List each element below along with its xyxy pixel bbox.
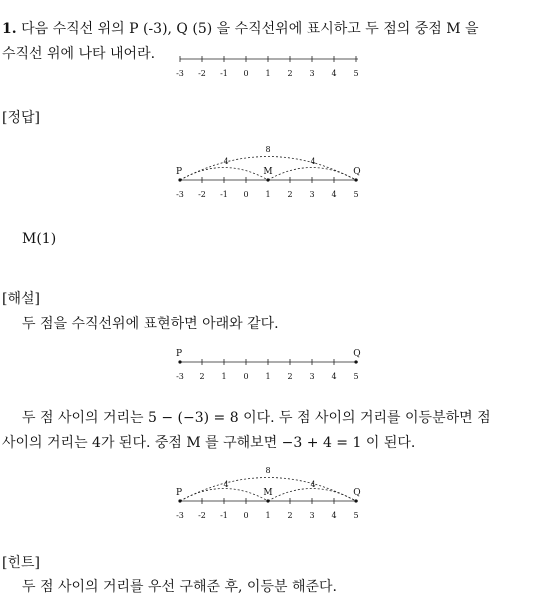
tick-label: 0 bbox=[243, 372, 249, 381]
tick-label: 4 bbox=[331, 190, 337, 199]
point-p bbox=[178, 360, 181, 363]
tick-label: 3 bbox=[309, 69, 315, 78]
tick-label: 0 bbox=[243, 69, 249, 78]
tick-labels bbox=[176, 511, 358, 520]
tick-labels bbox=[176, 69, 358, 78]
tick-label: 3 bbox=[309, 372, 315, 381]
number-line-answer bbox=[170, 143, 370, 205]
point-m bbox=[266, 178, 269, 181]
tick-label: 3 bbox=[309, 190, 315, 199]
tick-label: 1 bbox=[265, 190, 271, 199]
tick-label: -3 bbox=[176, 69, 184, 78]
problem-number: 1. bbox=[2, 21, 17, 37]
tick-label: 4 bbox=[331, 69, 337, 78]
tick-label: 5 bbox=[353, 511, 359, 520]
tick-label: -2 bbox=[198, 190, 206, 199]
tick-label: -1 bbox=[220, 511, 228, 520]
problem-text-1: 다음 수직선 위의 P (-3), Q (5) 을 수직선위에 표시하고 두 점의 중점 M 을 bbox=[21, 21, 479, 37]
hint-line-1: 두 점 사이의 거리를 우선 구해준 후, 이등분 해준다. bbox=[22, 579, 337, 595]
tick-labels bbox=[176, 190, 358, 199]
tick-labels bbox=[176, 372, 358, 381]
tick-label: 2 bbox=[287, 69, 293, 78]
point-label-p: P bbox=[175, 349, 183, 359]
tick-label: -1 bbox=[220, 190, 228, 199]
tick-label: 2 bbox=[287, 372, 293, 381]
arc-label-left: 4 bbox=[223, 480, 229, 489]
explanation-line-3: 사이의 거리는 4가 된다. 중점 M 를 구해보면 −3 + 4 = 1 이 된다. bbox=[2, 435, 416, 451]
tick-label: -2 bbox=[198, 511, 206, 520]
explanation-line-2: 두 점 사이의 거리는 5 − (−3) = 8 이다. 두 점 사이의 거리를 이등분하면 점 bbox=[22, 410, 491, 426]
tick-label: 4 bbox=[331, 372, 337, 381]
tick-label: 0 bbox=[243, 190, 249, 199]
tick-label: 3 bbox=[309, 511, 315, 520]
point-label-q: Q bbox=[353, 349, 361, 359]
tick-label: 5 bbox=[353, 190, 359, 199]
tick-label: 2 bbox=[287, 190, 293, 199]
point-q bbox=[354, 499, 357, 502]
tick-label: 5 bbox=[353, 372, 359, 381]
tick-label: -1 bbox=[220, 69, 228, 78]
tick-label: 0 bbox=[243, 511, 249, 520]
problem-line-1 bbox=[2, 19, 479, 39]
point-label-q: Q bbox=[353, 488, 361, 498]
tick-label: -3 bbox=[176, 190, 184, 199]
tick-label: -3 bbox=[176, 372, 184, 381]
number-line-solution bbox=[170, 464, 370, 526]
arc-label-right: 4 bbox=[310, 480, 316, 489]
point-label-q: Q bbox=[353, 167, 361, 177]
arc-label-whole: 8 bbox=[265, 145, 271, 154]
point-m bbox=[266, 499, 269, 502]
tick-label: 2 bbox=[199, 372, 205, 381]
hint-header: [힌트] bbox=[2, 555, 40, 571]
point-label-p: P bbox=[175, 167, 183, 177]
tick-label: 1 bbox=[265, 69, 271, 78]
answer-header: [정답] bbox=[2, 110, 40, 126]
point-label-m: M bbox=[263, 167, 273, 177]
number-line-question bbox=[170, 52, 370, 82]
answer-value: M(1) bbox=[22, 231, 57, 247]
point-label-p: P bbox=[175, 488, 183, 498]
tick-label: 1 bbox=[265, 511, 271, 520]
tick-label: 2 bbox=[287, 511, 293, 520]
point-q bbox=[354, 178, 357, 181]
tick-label: 1 bbox=[221, 372, 227, 381]
tick-label: 5 bbox=[353, 69, 359, 78]
point-q bbox=[354, 360, 357, 363]
number-line-explanation bbox=[170, 344, 370, 386]
tick-label: 4 bbox=[331, 511, 337, 520]
point-p bbox=[178, 178, 181, 181]
point-label-m: M bbox=[263, 488, 273, 498]
point-p bbox=[178, 499, 181, 502]
problem-text-2: 수직선 위에 나타 내어라. bbox=[2, 46, 156, 62]
arc-label-right: 4 bbox=[310, 157, 316, 166]
explanation-header: [해설] bbox=[2, 291, 40, 307]
tick-label: -2 bbox=[198, 69, 206, 78]
tick-label: 1 bbox=[265, 372, 271, 381]
arc-label-whole: 8 bbox=[265, 466, 271, 475]
tick-label: -3 bbox=[176, 511, 184, 520]
arc-label-left: 4 bbox=[223, 157, 229, 166]
explanation-line-1: 두 점을 수직선위에 표현하면 아래와 같다. bbox=[22, 316, 279, 332]
